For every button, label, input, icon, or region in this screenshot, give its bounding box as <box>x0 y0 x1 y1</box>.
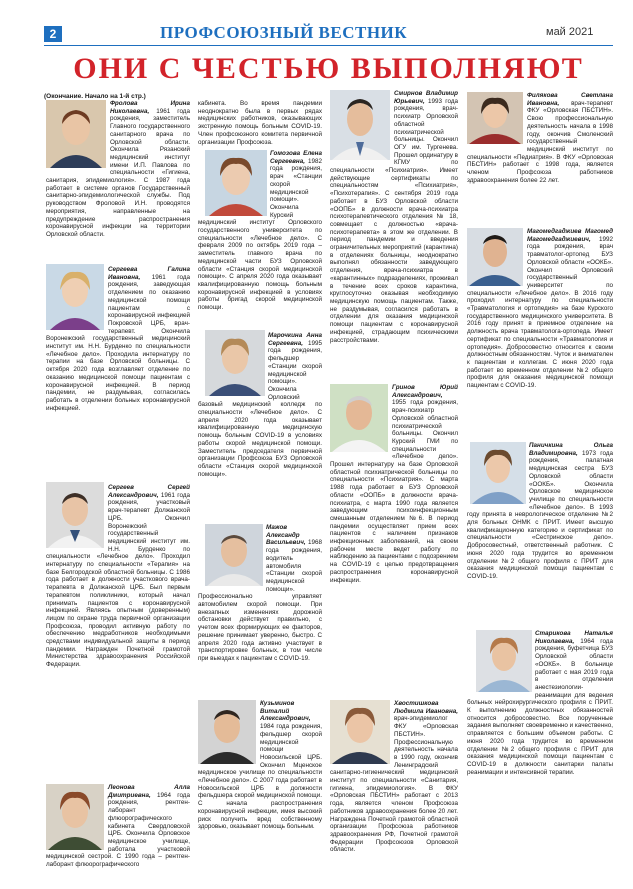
bio-khvostishkova: Хвостишкова Людмила Ивановна, врач-эпидемиолог ФКУ «Орловская ПБСТИН». Профессиональную деятельность начала в 1990 году, окончив Ленинградский санитарно-гигиенический медицинский институт по специальности «Санитария, гигиена, эпидемиология». В ФКУ «Орловская ПБСТИН» работает с 2013 года, является членом Профсоюза работников здравоохранения более 20 лет. Награждена Почетной грамотой областной организации Профсоюза работников здравоохранения РФ, Почетной грамотой Федерации Профсоюзов Орловской области. <box>330 700 458 854</box>
page-header <box>0 0 633 46</box>
bio-gomozova: Гомозова Елена Сергеевна, 1982 года рождения, врач «Станции скорой медицинской помощи». Окончила Курский медицинский институт Орловского государственного университета по специальности «Лечебное дело». С февраля 2009 по октябрь 2019 года – заместитель главного врача по медицинской части БУЗ Орловской области «Станция скорой медицинской помощи». С апреля 2020 года оказывает квалифицированную помощь больным коронавирусной инфекцией в условиях работы бригад скорой медицинской помощи. <box>198 150 322 312</box>
bio-starikova: Старикова Наталья Николаевна, 1964 года рождения, буфетчица БУЗ Орловской области «ООКБ». В больнице работает с мая 2019 года в отделении анестезиологии-реанимации для ведения больных нейрохирургического профиля с ПРИТ. К выполнению должностных обязанностей относится добросовестно. Все порученные задания выполняет своевременно и качественно, справляется с большим объемом работы. С июня 2020 года трудится во временном отделении №2 общего профиля с ПРИТ для оказания медицинской помощи пациентам с COVID-19 в должности санитарки палаты реанимации и интенсивной терапии. <box>467 630 613 776</box>
continuation-note: (Окончание. Начало на 1-й стр.) <box>44 93 146 100</box>
bio-kuzminov: Кузьминов Виталий Александрович, 1984 года рождения, фельдшер скорой медицинской помощи Новосильской ЦРБ. Окончил Мценское медицинское училище по специальности «Лечебное дело». С 2007 года работает в Новосильской ЦРБ в должности фельдшера скорой медицинской помощи. С начала распространения коронавирусной инфекции, имея высокий риск получить вред собственному здоровью, оказывает помощь больным. <box>198 700 322 831</box>
bio-marochkina: Марочкина Анна Сергеевна, 1995 года рождения, фельдшер «Станции скорой медицинской помощи». Окончила Орловский базовый медицинский колледж по специальности «Лечебное дело». С апреля 2020 года оказывает квалифицированную медицинскую помощь больным COVID-19 в условиях работы скорой медицинской помощи. Заместитель председателя первичной организации Профсоюза БУЗ Орловской области «Станция скорой медицинской помощи». <box>198 332 322 478</box>
leonova-continuation: кабинета. Во время пандемии неоднократно была в первых рядах медицинских работников, оказывающих экстренную помощь больным COVID-19. Член профсоюзного комитета первичной организации Профсоюза. <box>198 100 322 146</box>
bio-magomedgadzhiev: Магомедгаджиев Магомед Магомедгаджиевич, 1992 года рождения, врач травматолог-ортопед БУЗ Орловской области «ООКБ». Окончил Орловский государственный университет по специальности «Лечебное дело». В 2016 году проходил интернатуру по специальности «Травматология и ортопедия» на базе Курского государственного медицинского университета. В 2016 году принят в приемное отделение на должность врача травматолога-ортопеда. Имеет сертификат по специальности «Травматология и ортопедия». Добросовестно относится к своим должностным обязанностям. Чуток и внимателен к пациентам и коллегам. С июня 2020 года работает во временном отделении №2 общего профиля для оказания медицинской помощи пациентам с COVID-19. <box>467 228 613 390</box>
bio-grinov: Гринов Юрий Александрович, 1955 года рождения, врач-психиатр Орловской областной психиатрической больницы. Окончил Курский ГМИ по специальности «Лечебное дело». Прошел интернатуру на базе Орловской областной психиатрической больницы по специальности «Психиатрия». С марта 1988 года работает в БУЗ Орловской области «ООПБ» в должности врача-психиатра, с марта 1990 года является заведующим психоинфекционным смешанным отделением №6. В период пандемии осуществляет прием всех пациентов с наличием признаков инфекционных заболеваний, на своем рабочем месте ведет работу по наблюдению за пациентами с подозрением на COVID-19 с целью предотвращения распространения коронавирусной инфекции. <box>330 384 458 584</box>
bio-frolova: Фролова Ирина Николаевна, 1961 года рождения, заместитель Главного государственного санитарного врача по Орловской области. Окончила Рязанский медицинский институт имени И.П. Павлова по специальности «Гигиена, санитария, эпидемиология». С 1987 года работает в системе органов Государственный санитарно-эпидемиологической службы. Под руководством Фроловой И.Н. проводятся мероприятия, направленные на предупреждение распространения коронавирусной инфекции на территории Орловской области. <box>46 100 190 238</box>
issue-date: май 2021 <box>546 26 594 38</box>
bio-sergeeva: Сергеева Галина Ивановна, 1961 года рождения, заведующая отделением по оказанию медицинской помощи пациентам с коронавирусной инфекцией Покровской ЦРБ, врач-терапевт. Окончила Воронежский государственный медицинский институт им. Н.Н. Бурденко по специальности «Лечебное дело». Проходила интернатуру по терапии на базе Орловской больницы. С октября 2020 года возглавляет отделение по оказанию медицинской помощи пациентам с коронавирусной инфекцией. В период пандемии, не раздумывая, согласилась работать в отделении больных коронавирусной инфекцией. <box>46 266 190 412</box>
bio-smirnov: Смирнов Владимир Юрьевич, 1993 года рождения, врач-психиатр Орловской областной психиатрической больницы. Окончил ОГУ им. Тургенева. Прошел ординатуру в КГМУ по специальности «Психиатрия». Имеет действующие сертификаты по специальностям «Психиатрия», «Психотерапия». С сентября 2019 года работает в БУЗ Орловской области «ООПБ» в должности врача-психиатра психотерапевтического отделения № 18, совмещает с должностью «врача-психотерапевта» в этом же отделении. В период пандемии и введения ограничительных мероприятий (карантина) в отделениях больницы, неоднократно выполнял обязанности заведующего отделения, врача-психиатра в «карантинных» подразделениях, проживал в течение всех сроков карантина, круглосуточно оказывая необходимую медицинскую помощь пациентам. Также, не раздумывая, согласился работать в отделении для оказания медицинской помощи пациентам с коронавирусной инфекцией, страдающим психическими расстройствами. <box>330 90 458 344</box>
bio-filyakova: Филякова Светлана Ивановна, врач-терапевт ФКУ «Орловская ПБСТИН». Свою профессиональную деятельность начала в 1998 году, окончив Смоленский государственный медицинский институт по специальности «Педиатрия». В ФКУ «Орловская ПБСТИН» работает с 1998 года, является членом Профсоюза работников здравоохранения более 22 лет. <box>467 92 613 184</box>
header-rule <box>44 45 613 46</box>
headline: ОНИ С ЧЕСТЬЮ ВЫПОЛНЯЮТ <box>73 52 584 85</box>
page-number: 2 <box>44 26 62 42</box>
bio-mazhov: Мажов Александр Васильевич, 1968 года рождения, водитель автомобиля «Станции скорой медицинской помощи». Профессионально управляет автомобилем скорой помощи. При внезапных изменениях дорожной обстановки действует правильно, с учетом всех формирующих ее факторов, решение принимает уверенно, быстро. С апреля 2020 года активно участвует в транспортировке больных, в том числе при выездах к пациентам с COVID-19. <box>198 524 322 662</box>
bio-panichkina: Паничкина Ольга Владимировна, 1973 года рождения, палатная медицинская сестра БУЗ Орловской области «ООКБ». Окончила Орловское медицинское училище по специальности «Лечебное дело». В 1993 году принята в неврологическое отделение №2 для больных ОНМК с ПРИТ. Имеет высшую квалификационную категорию и сертификат по специальности «Сестринское дело». Добросовестный, ответственный работник. С июня 2020 года трудится во временном отделении №2 общего профиля с ПРИТ для оказания медицинской помощи пациентам с COVID-19. <box>467 442 613 580</box>
bio-leonova: Леонова Алла Дмитриевна, 1964 года рождения, рентген-лаборант флюорографического кабинета Свердловской ЦРБ. Окончила Орловское медицинское училище, работала участковой медицинской сестрой. С 1990 года – рентген-лаборант флюорографического <box>46 784 190 869</box>
paper-title: ПРОФСОЮЗНЫЙ ВЕСТНИК <box>160 23 408 42</box>
bio-sergeev: Сергеев Сергей Александрович, 1961 года рождения, участковый врач-терапевт Должанской ЦРБ. Окончил Воронежский государственный медицинский институт им. Н.Н. Бурденко по специальности «Лечебное дело». Проходил интернатуру по специальности «Терапия» на базе Белгородской областной больницы. С 1986 года работает в должности участкового врача-терапевта в Должанской ЦРБ. Был первым терапевтом поликлиники, который начал принимать пациентов с коронавирусной инфекцией. Являясь опытным (доверенным) лицом по охране труда первичной организации Профсоюза, проводил активную работу по обеспечению медработников необходимыми средствами индивидуальной защиты в период пандемии. Награжден Почетной грамотой Министерства здравоохранения Российской Федерации. <box>46 484 190 669</box>
